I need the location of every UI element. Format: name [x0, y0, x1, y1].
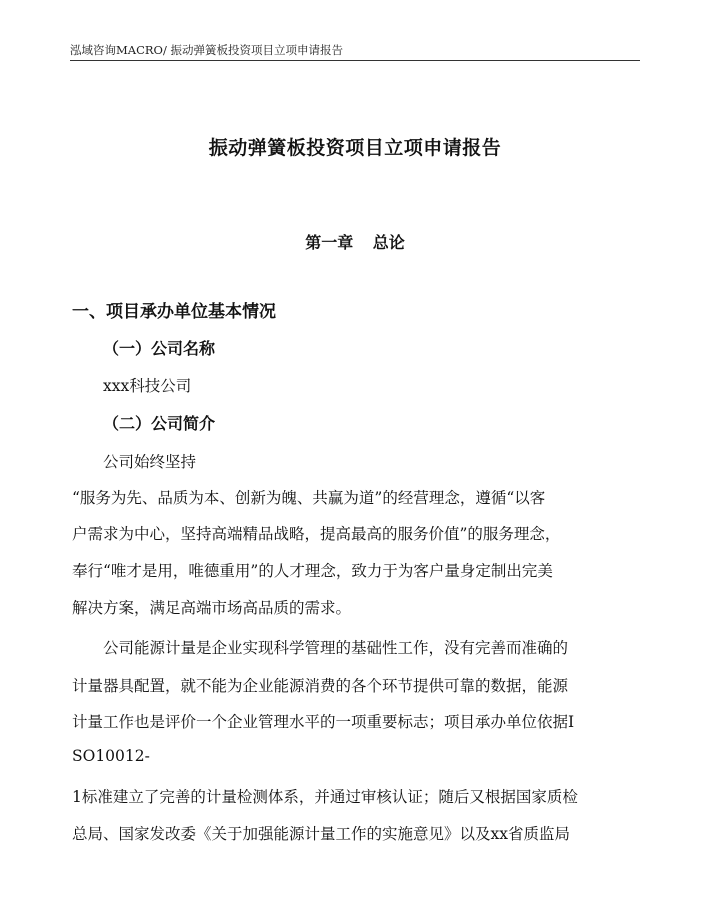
paragraph-line: 奉行“唯才是用，唯德重用”的人才理念，致力于为客户量身定制出完美	[72, 562, 553, 580]
paragraph-line: 1标准建立了完善的计量检测体系，并通过审核认证；随后又根据国家质检	[72, 788, 578, 806]
paragraph-line: 公司始终坚持	[103, 453, 197, 471]
paragraph-line: 解决方案，满足高端市场高品质的需求。	[72, 599, 352, 617]
header-divider	[70, 60, 640, 61]
section-heading: 一、项目承办单位基本情况	[72, 302, 276, 322]
paragraph-line: 公司能源计量是企业实现科学管理的基础性工作，没有完善而准确的	[103, 639, 569, 657]
paragraph-line: “服务为先、品质为本、创新为魄、共赢为道”的经营理念，遵循“以客	[72, 489, 546, 507]
paragraph-line: 计量工作也是评价一个企业管理水平的一项重要标志；项目承办单位依据I	[72, 713, 575, 731]
paragraph-line: 总局、国家发改委《关于加强能源计量工作的实施意见》以及xx省质监局	[72, 825, 570, 843]
running-header: 泓域咨询MACRO/ 振动弹簧板投资项目立项申请报告	[70, 43, 343, 57]
chapter-title: 第一章 总论	[305, 233, 405, 252]
paragraph-line: 户需求为中心，坚持高端精品战略，提高最高的服务价值”的服务理念，	[72, 525, 561, 543]
paragraph-line: 计量器具配置，就不能为企业能源消费的各个环节提供可靠的数据，能源	[72, 677, 569, 695]
paragraph-line: SO10012-	[72, 747, 150, 765]
subsection-heading-company-name: （一）公司名称	[103, 339, 216, 358]
subsection-heading-company-profile: （二）公司简介	[103, 414, 216, 433]
document-title: 振动弹簧板投资项目立项申请报告	[208, 137, 502, 159]
company-name-text: xxx科技公司	[103, 377, 192, 395]
